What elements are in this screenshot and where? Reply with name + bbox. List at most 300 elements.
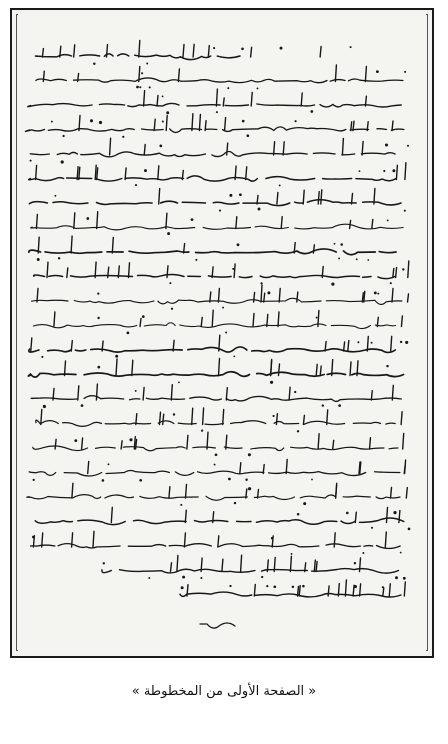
ink-dot [97,292,99,294]
ink-dot [200,577,202,579]
ink-dot [261,576,263,578]
ink-dot [191,218,194,221]
ink-stroke [318,311,319,327]
ink-dot [148,577,150,579]
ink-stroke [401,412,402,425]
ink-stroke [82,438,83,449]
ink-stroke [210,292,211,302]
ink-stroke [283,142,284,155]
ink-dot [359,170,361,172]
ink-dot [127,332,130,335]
ink-stroke [154,119,155,130]
ink-dot [102,479,105,482]
ink-stroke [60,46,61,57]
ink-stroke [290,556,291,571]
ink-dot [295,120,297,122]
ink-stroke [274,142,275,155]
ink-stroke [121,441,122,449]
ink-stroke [173,340,174,351]
ink-dot [195,259,197,261]
ink-stroke [294,243,295,253]
ink-dot [215,453,218,456]
ink-stroke [274,558,275,572]
ink-stroke [351,122,352,131]
ink-stroke [42,533,43,547]
ink-dot [108,463,110,465]
ink-stroke [93,531,94,547]
ink-dot [246,134,249,137]
ink-dot [146,63,148,65]
ink-dot [403,577,406,580]
ink-dot [279,184,281,186]
ink-stroke [42,49,43,57]
ink-stroke [357,361,358,376]
ink-stroke [344,342,345,351]
ink-dot [377,293,379,295]
ink-dot [99,121,102,124]
ink-dot [43,405,46,408]
ink-stroke [212,310,213,326]
ink-stroke [313,245,314,253]
ink-dot [167,232,170,235]
ink-stroke [226,388,227,400]
ink-stroke [352,193,353,204]
ink-stroke [403,433,404,449]
ink-stroke [205,121,206,131]
ink-dot [239,193,242,196]
ink-stroke [78,386,79,400]
ink-stroke [218,288,219,302]
ink-stroke [118,266,119,278]
ink-dot [180,504,182,506]
ink-stroke [219,335,220,351]
ink-stroke [289,387,290,400]
ink-dot [273,585,276,588]
ink-dot [350,46,352,48]
ink-stroke [348,341,349,351]
ink-dot [371,342,373,344]
ink-dot [362,552,364,554]
ink-dot [245,479,247,481]
ink-stroke [320,47,321,58]
ink-dot [51,121,53,123]
ink-stroke [342,139,343,156]
ink-dot [408,528,411,531]
ink-dot [294,391,296,393]
ink-stroke [377,317,378,326]
ink-stroke [108,267,109,277]
ink-dot [171,308,173,310]
ink-stroke [132,360,133,375]
ink-stroke [78,74,79,82]
ink-dot [297,513,300,516]
ink-stroke [144,91,145,106]
ink-stroke [362,141,363,155]
ink-stroke [240,463,241,474]
ink-dot [129,438,132,441]
ink-dot [248,487,251,490]
ink-dot [182,576,185,579]
ink-stroke [360,584,361,596]
ink-stroke [286,460,287,474]
ink-dot [115,355,118,358]
ink-dot [162,95,164,97]
ink-stroke [65,361,66,376]
ink-stroke [74,45,75,57]
ink-stroke [281,217,282,229]
ink-stroke [372,220,373,229]
ink-stroke [219,359,220,376]
ink-dot [232,268,234,270]
ink-dot [404,210,406,212]
ink-dot [58,257,60,259]
ink-dot [311,479,313,481]
ink-stroke [79,167,80,179]
ink-stroke [36,214,37,228]
ink-stroke [399,511,400,523]
ink-stroke [271,360,272,376]
ink-dot [136,86,139,89]
ink-dot [144,169,147,172]
ink-stroke [392,121,393,130]
ink-stroke [223,410,224,425]
ink-stroke [169,487,170,498]
ink-dot [374,291,377,294]
ink-stroke [95,262,96,277]
ink-stroke [359,462,360,473]
ink-dot [292,586,294,588]
ink-stroke [360,558,361,572]
ink-dot [267,291,270,294]
ink-dot [392,169,395,172]
manuscript-handwriting-image [10,8,434,658]
ink-stroke [278,312,279,327]
ink-dot [227,87,229,89]
ink-stroke [303,190,304,204]
ink-stroke [251,47,252,57]
ink-dot [402,268,404,270]
ink-stroke [355,512,356,522]
ink-dot [257,87,259,89]
ink-stroke [41,410,42,425]
ink-stroke [298,587,299,597]
ink-stroke [134,437,135,449]
ink-dot [135,184,137,186]
ink-stroke [36,165,37,179]
ink-dot [356,258,358,260]
ink-stroke [167,266,168,278]
ink-dot [280,47,283,50]
ink-stroke [125,168,126,180]
ink-stroke [236,217,237,229]
ink-dot [61,160,64,163]
ink-dot [241,48,244,51]
ink-dot [242,120,245,123]
ink-stroke [192,114,193,131]
ink-stroke [110,138,111,155]
ink-dot [237,243,240,246]
ink-dot [385,143,388,146]
ink-stroke [143,388,144,401]
ink-stroke [267,560,268,572]
ink-stroke [43,71,44,81]
ink-dot [354,585,357,588]
ink-stroke [246,489,247,498]
ink-stroke [335,65,336,82]
ink-stroke [158,166,159,180]
ink-stroke [297,292,298,302]
ink-stroke [316,364,317,375]
ink-stroke [97,212,98,229]
ink-stroke [303,415,304,424]
ink-dot [159,145,162,148]
ink-dot [54,195,56,197]
ink-dot [258,208,261,211]
ink-stroke [71,236,72,253]
ink-stroke [185,510,186,522]
ink-stroke [199,114,200,130]
ink-stroke [160,412,161,424]
ink-dot [316,317,318,319]
ink-stroke [223,98,224,106]
ink-stroke [171,385,172,400]
ink-dot [222,307,224,309]
ink-dot [371,527,373,529]
ink-dot [229,585,231,587]
ink-dot [400,552,402,554]
ink-stroke [408,294,409,302]
ink-dot [340,243,343,246]
ink-stroke [253,314,254,327]
ink-dot [382,586,384,588]
ink-stroke [401,316,402,327]
ink-stroke [31,338,32,351]
ink-dot [367,259,369,261]
ink-stroke [177,556,178,572]
ink-stroke [183,45,184,58]
ink-stroke [261,285,262,302]
ink-dot [169,282,171,284]
ink-stroke [111,507,112,522]
ink-stroke [383,588,384,596]
ink-stroke [166,213,167,228]
ink-dot [141,72,143,74]
ink-stroke [193,44,194,57]
ink-dot [404,71,406,73]
ink-dot [270,381,273,384]
ink-stroke [163,414,164,424]
ink-stroke [279,364,280,376]
ink-stroke [345,580,346,596]
ink-stroke [187,585,188,596]
ink-stroke [327,410,328,425]
ink-dot [303,502,306,505]
ink-stroke [370,438,371,449]
ink-stroke [387,508,388,523]
ink-stroke [208,46,209,57]
ink-stroke [136,414,137,425]
ink-dot [97,317,99,319]
page-caption: « الصفحة الأولى من المخطوطة » [131,684,317,699]
ink-stroke [264,293,265,302]
ink-stroke [178,69,179,82]
ink-stroke [301,93,302,106]
ink-dot [338,404,341,407]
ink-dot [322,404,324,406]
ink-dot [166,111,169,114]
ink-dot [181,586,184,589]
ink-stroke [226,435,227,449]
ink-stroke [171,563,172,572]
ink-dot [142,315,145,318]
ink-stroke [144,145,145,156]
ink-stroke [322,266,323,277]
ink-dot [33,479,35,481]
ink-stroke [389,584,390,596]
ink-stroke [227,143,228,155]
ink-dot [357,341,359,343]
ink-dot [74,439,77,442]
ink-stroke [404,582,405,596]
ink-stroke [71,341,72,351]
ink-stroke [184,533,185,547]
ink-stroke [350,221,351,229]
ink-stroke [246,167,247,180]
ink-dot [81,404,84,407]
ink-stroke [374,189,375,205]
ink-dot [400,341,402,343]
ink-dot [41,356,43,358]
ink-dot [219,210,221,212]
ink-dot [376,70,379,73]
ink-stroke [96,384,97,400]
ink-stroke [72,533,73,547]
ink-stroke [277,192,278,204]
ink-stroke [350,362,351,376]
ink-stroke [201,318,202,327]
ink-stroke [385,532,386,547]
ink-stroke [251,93,252,107]
ink-stroke [305,563,306,572]
ink-stroke [396,165,397,179]
ink-stroke [406,488,407,498]
ink-dot [383,170,385,172]
ink-stroke [139,40,140,57]
ink-stroke [37,288,38,302]
ink-stroke [216,89,217,106]
ink-stroke [328,586,329,596]
ink-stroke [192,408,193,424]
ink-dot [225,332,227,334]
ink-stroke [187,435,188,449]
ink-dot [390,282,392,284]
ink-stroke [140,318,141,326]
ink-stroke [139,66,140,81]
ink-dot [216,111,218,113]
ink-dot [346,512,349,515]
ink-stroke [136,439,137,449]
ink-dot [139,479,142,482]
ink-dot [338,257,340,259]
ink-stroke [333,440,334,449]
ink-stroke [254,292,255,302]
ink-dot [233,356,235,358]
ink-stroke [267,314,268,326]
ink-stroke [53,389,54,401]
ink-stroke [107,45,108,57]
ink-dot [122,136,124,138]
ink-dot [260,282,262,284]
ink-dot [228,478,231,481]
ink-dot [407,145,409,147]
ink-dot [229,194,232,197]
ink-stroke [182,170,183,179]
ink-dot [62,135,64,137]
ink-stroke [77,167,78,180]
ink-stroke [338,584,339,596]
ink-dot [291,553,293,555]
ink-dot [139,86,141,88]
ink-stroke [213,512,214,523]
ink-dot [103,562,105,564]
ink-stroke [218,536,219,547]
ink-dot [248,453,251,456]
ink-dot [173,413,175,415]
ink-dot [405,341,408,344]
ink-dot [201,429,203,431]
ink-stroke [74,213,75,229]
ink-dot [135,390,137,392]
ink-dot [162,120,164,122]
ink-stroke [393,269,394,278]
ink-stroke [166,116,167,131]
ink-dot [310,110,313,113]
ink-dot [334,243,336,245]
ink-dot [178,382,180,384]
ink-dot [37,258,40,261]
ink-stroke [391,488,392,499]
ink-stroke [159,189,160,204]
ink-dot [32,536,35,539]
ink-stroke [334,533,335,547]
ink-dot [297,430,299,432]
ink-stroke [365,67,366,82]
ink-stroke [316,561,317,571]
ink-stroke [279,289,280,303]
ink-dot [149,86,151,88]
ink-dot [302,585,305,588]
ink-stroke [336,483,337,498]
ink-stroke [157,96,158,107]
ink-stroke [47,262,48,277]
ink-stroke [116,359,117,376]
ink-stroke [257,195,258,204]
ink-stroke [222,559,223,571]
ink-stroke [314,560,315,571]
ink-dot [271,537,273,539]
ink-stroke [55,439,56,449]
ink-stroke [102,341,103,351]
ink-stroke [201,558,202,571]
ink-stroke [392,385,393,400]
ink-dot [266,585,268,587]
ink-stroke [362,293,363,302]
ink-stroke [184,244,185,253]
ink-dot [86,217,89,220]
ink-dot [331,283,334,286]
ink-stroke [235,166,236,179]
ink-dot [213,47,215,49]
